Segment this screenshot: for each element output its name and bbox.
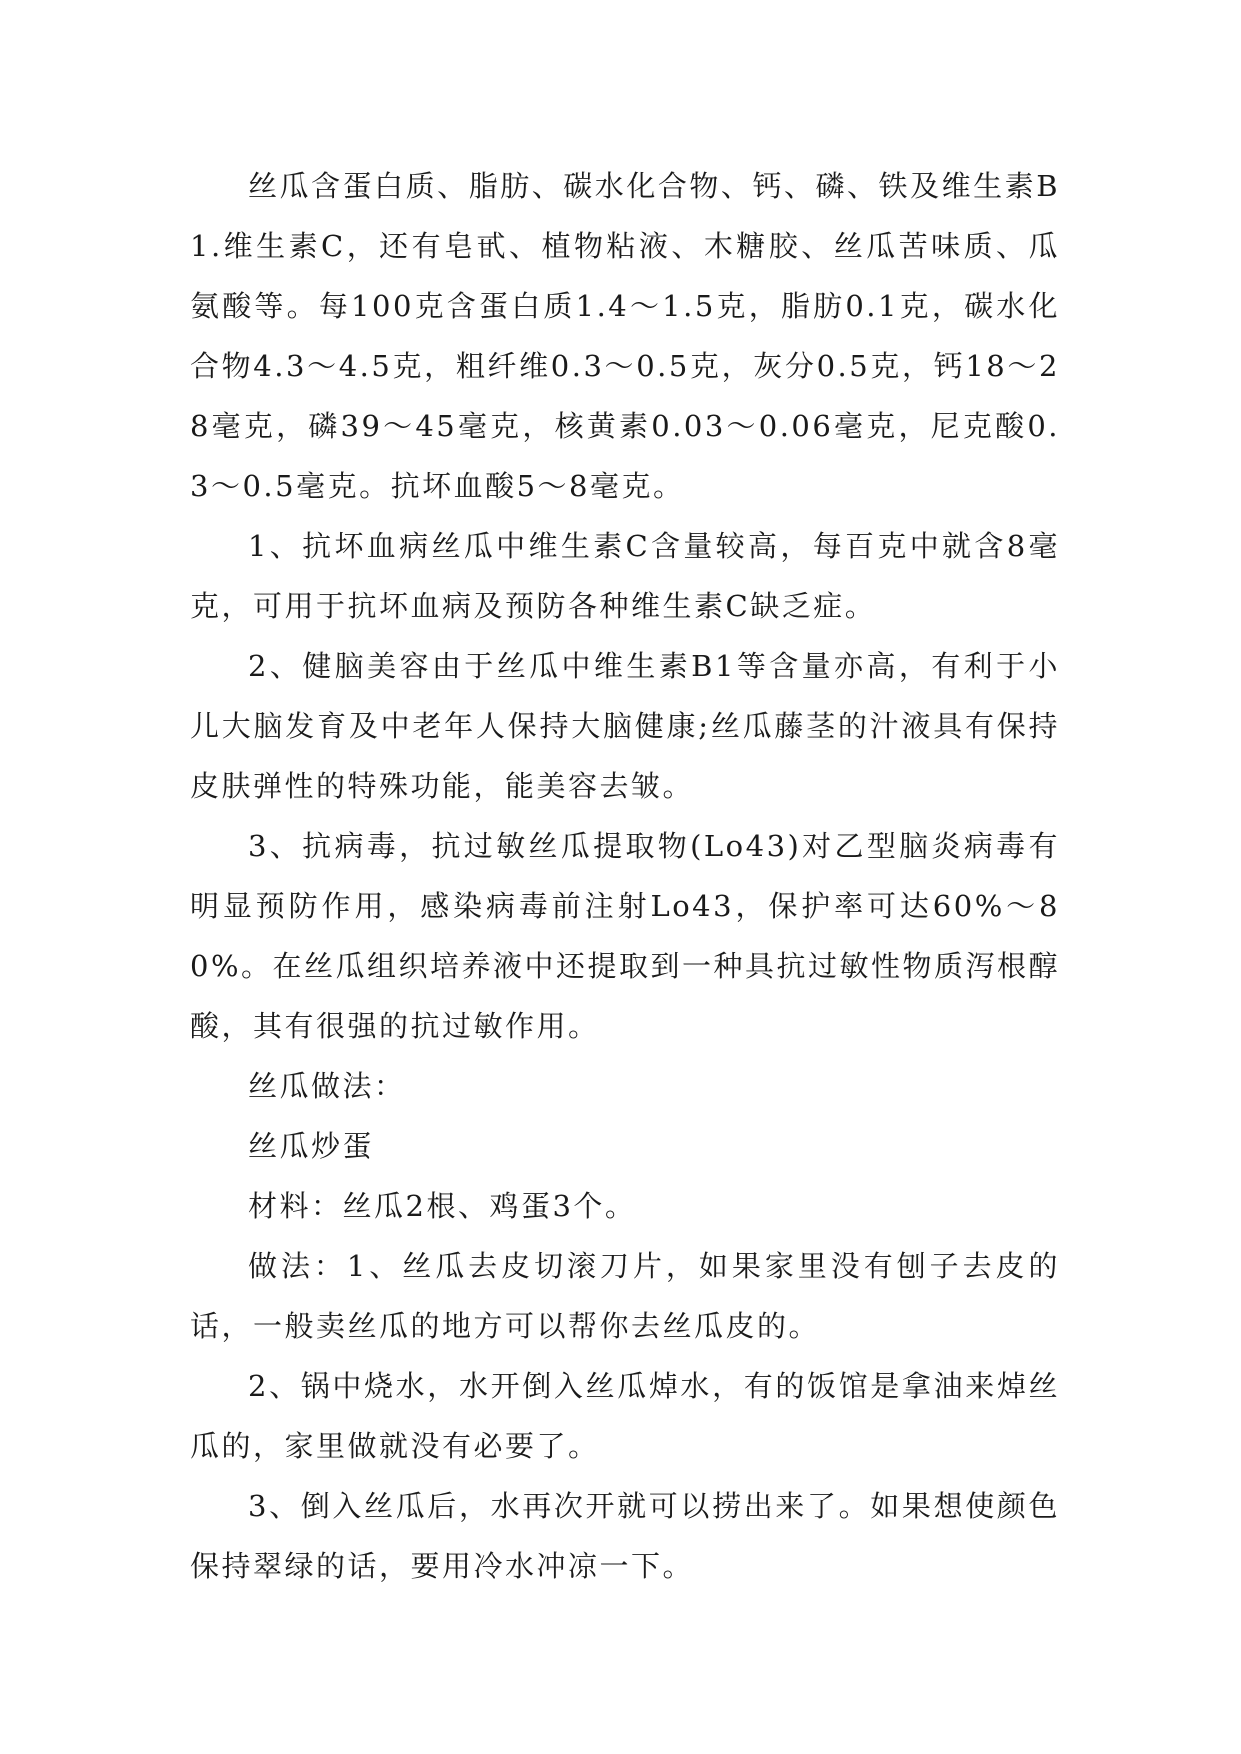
document-body	[190, 156, 1060, 1596]
section-heading-recipes: 丝瓜做法：	[248, 1069, 406, 1103]
paragraph-benefit-3: 3、抗病毒，抗过敏丝瓜提取物(Lo43)对乙型脑炎病毒有明显预防作用，感染病毒前注射Lo43，保护率可达60%～80%。在丝瓜组织培养液中还提取到一种具抗过敏性物质泻根醇酸，其有很强的抗过敏作用。	[190, 829, 1061, 1043]
recipe-step-2: 2、锅中烧水，水开倒入丝瓜焯水，有的饭馆是拿油来焯丝瓜的，家里做就没有必要了。	[190, 1369, 1060, 1463]
paragraph-nutrition: 丝瓜含蛋白质、脂肪、碳水化合物、钙、磷、铁及维生素B1.维生素C，还有皂甙、植物粘液、木糖胶、丝瓜苦味质、瓜氨酸等。每100克含蛋白质1.4～1.5克，脂肪0.1克，碳水化合物4.3～4.5克，粗纤维0.3～0.5克，灰分0.5克，钙18～28毫克，磷39～45毫克，核黄素0.03～0.06毫克，尼克酸0.3～0.5毫克。抗坏血酸5～8毫克。	[190, 169, 1060, 503]
recipe-title: 丝瓜炒蛋	[248, 1129, 375, 1163]
recipe-step-3: 3、倒入丝瓜后，水再次开就可以捞出来了。如果想使颜色保持翠绿的话，要用冷水冲凉一下。	[190, 1489, 1060, 1583]
recipe-step-1: 做法：1、丝瓜去皮切滚刀片，如果家里没有刨子去皮的话，一般卖丝瓜的地方可以帮你去丝瓜皮的。	[190, 1249, 1060, 1343]
paragraph-benefit-1: 1、抗坏血病丝瓜中维生素C含量较高，每百克中就含8毫克，可用于抗坏血病及预防各种维生素C缺乏症。	[190, 529, 1060, 623]
recipe-ingredients: 材料：丝瓜2根、鸡蛋3个。	[248, 1189, 637, 1223]
paragraph-benefit-2: 2、健脑美容由于丝瓜中维生素B1等含量亦高，有利于小儿大脑发育及中老年人保持大脑健康;丝瓜藤茎的汁液具有保持皮肤弹性的特殊功能，能美容去皱。	[190, 649, 1060, 803]
